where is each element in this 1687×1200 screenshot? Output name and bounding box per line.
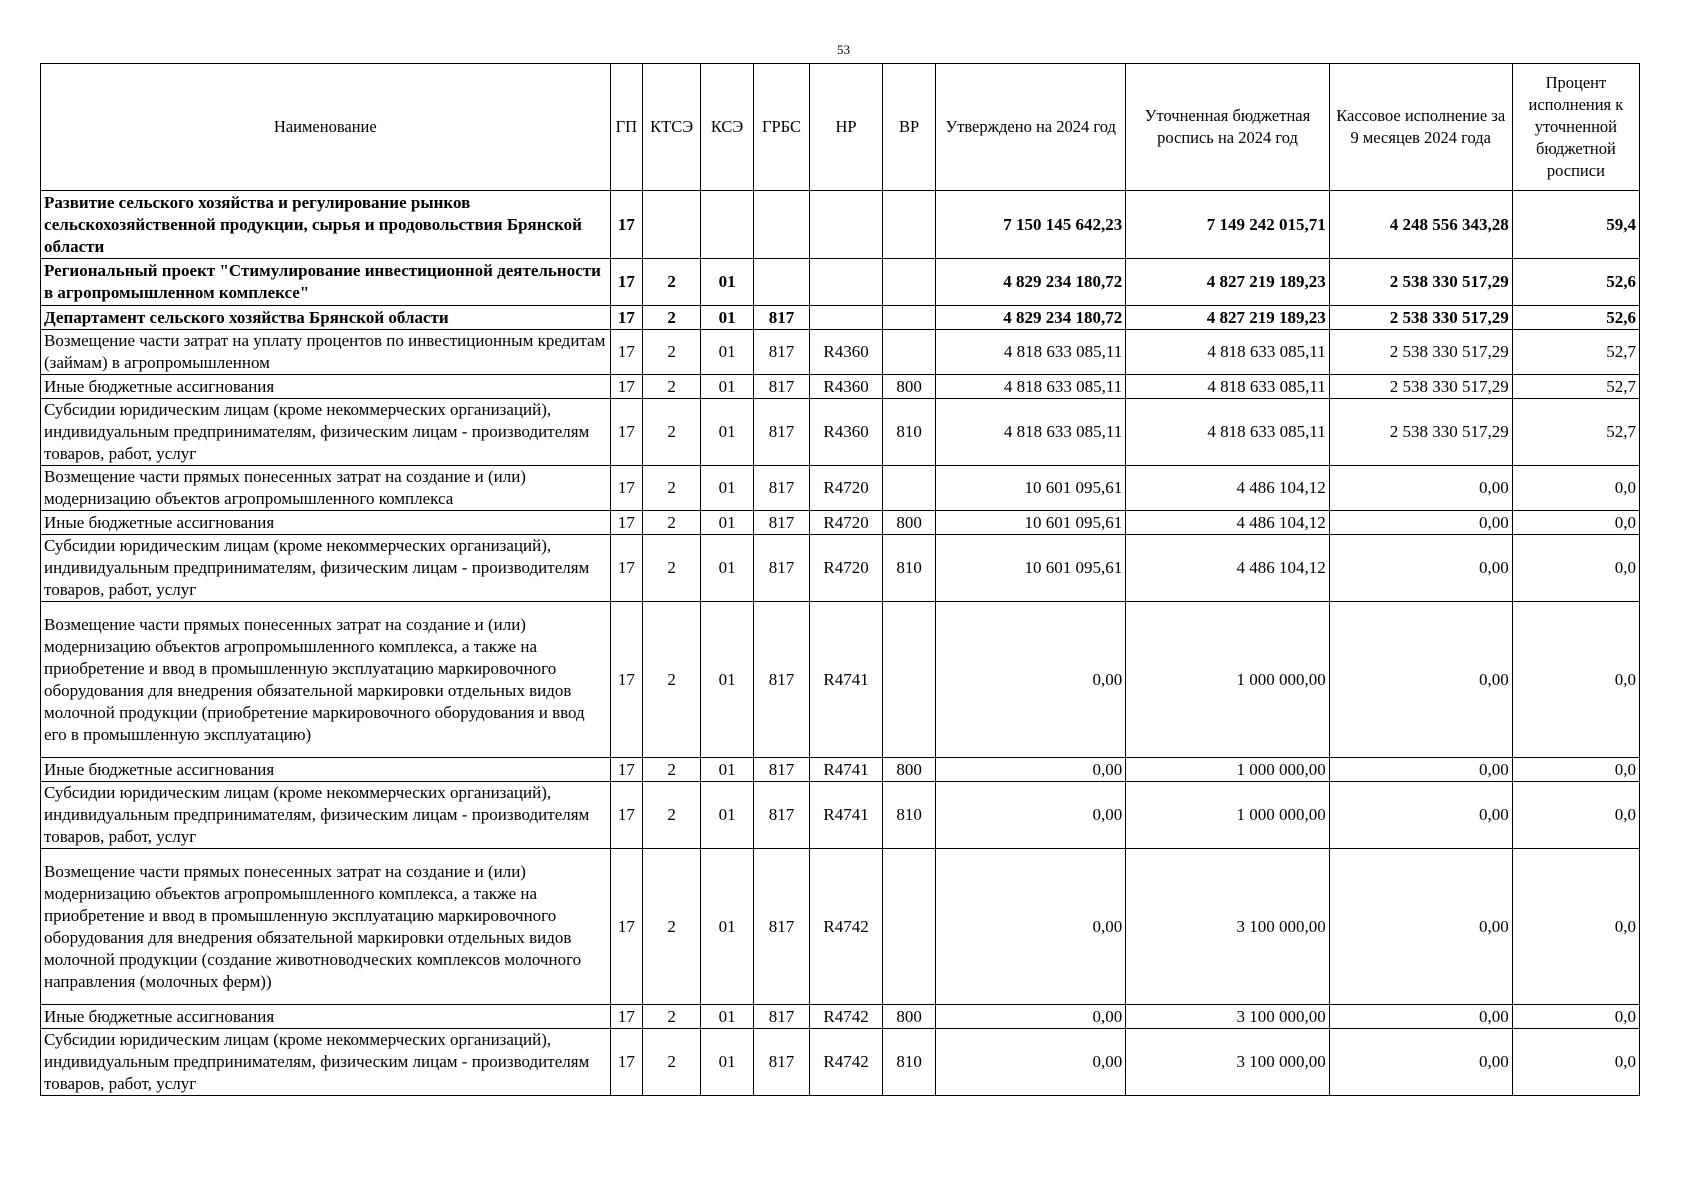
cell-cash: 0,00 [1329, 466, 1512, 511]
cell-vr [883, 466, 936, 511]
cell-cash: 0,00 [1329, 782, 1512, 849]
cell-ktse: 2 [643, 259, 701, 306]
cell-gp: 17 [610, 849, 643, 1005]
cell-grbs: 817 [754, 511, 810, 535]
cell-vr [883, 306, 936, 330]
cell-grbs: 817 [754, 1029, 810, 1096]
cell-ktse: 2 [643, 1029, 701, 1096]
cell-name: Региональный проект "Стимулирование инвестиционной деятельности в агропромышленном комплексе" [41, 259, 611, 306]
cell-vr [883, 330, 936, 375]
cell-percent: 52,7 [1512, 330, 1639, 375]
cell-approved: 0,00 [936, 602, 1126, 758]
cell-gp: 17 [610, 535, 643, 602]
cell-percent: 0,0 [1512, 535, 1639, 602]
cell-grbs: 817 [754, 466, 810, 511]
cell-grbs: 817 [754, 782, 810, 849]
table-row [41, 375, 1640, 399]
cell-vr: 810 [883, 535, 936, 602]
cell-gp: 17 [610, 191, 643, 259]
cell-percent: 0,0 [1512, 758, 1639, 782]
cell-ktse: 2 [643, 375, 701, 399]
table-row [41, 849, 1640, 1005]
cell-kse: 01 [701, 782, 754, 849]
cell-vr: 810 [883, 1029, 936, 1096]
cell-vr [883, 849, 936, 1005]
cell-percent: 0,0 [1512, 1005, 1639, 1029]
cell-approved: 0,00 [936, 782, 1126, 849]
cell-grbs: 817 [754, 758, 810, 782]
cell-approved: 0,00 [936, 1029, 1126, 1096]
header-refined: Уточненная бюджетная роспись на 2024 год [1126, 64, 1329, 191]
cell-kse: 01 [701, 535, 754, 602]
header-vr: ВР [883, 64, 936, 191]
cell-approved: 4 818 633 085,11 [936, 330, 1126, 375]
cell-nr: R4741 [809, 782, 882, 849]
cell-refined: 4 818 633 085,11 [1126, 375, 1329, 399]
cell-grbs: 817 [754, 399, 810, 466]
cell-kse: 01 [701, 1029, 754, 1096]
cell-approved: 4 818 633 085,11 [936, 375, 1126, 399]
cell-name: Возмещение части затрат на уплату процентов по инвестиционным кредитам (займам) в агропромышленном [41, 330, 611, 375]
table-row [41, 330, 1640, 375]
cell-kse: 01 [701, 511, 754, 535]
cell-nr [809, 259, 882, 306]
cell-ktse: 2 [643, 399, 701, 466]
cell-grbs: 817 [754, 375, 810, 399]
cell-vr: 800 [883, 758, 936, 782]
cell-kse: 01 [701, 375, 754, 399]
cell-nr: R4742 [809, 849, 882, 1005]
cell-nr [809, 191, 882, 259]
cell-percent: 0,0 [1512, 782, 1639, 849]
cell-cash: 0,00 [1329, 1005, 1512, 1029]
cell-refined: 4 818 633 085,11 [1126, 399, 1329, 466]
cell-refined: 1 000 000,00 [1126, 758, 1329, 782]
cell-refined: 3 100 000,00 [1126, 849, 1329, 1005]
cell-percent: 0,0 [1512, 466, 1639, 511]
cell-cash: 0,00 [1329, 1029, 1512, 1096]
cell-ktse: 2 [643, 306, 701, 330]
cell-vr: 800 [883, 511, 936, 535]
cell-approved: 10 601 095,61 [936, 511, 1126, 535]
cell-kse: 01 [701, 1005, 754, 1029]
cell-refined: 4 818 633 085,11 [1126, 330, 1329, 375]
cell-approved: 10 601 095,61 [936, 535, 1126, 602]
cell-vr: 810 [883, 782, 936, 849]
cell-percent: 52,6 [1512, 259, 1639, 306]
page-number: 53 [837, 42, 850, 57]
cell-ktse: 2 [643, 849, 701, 1005]
header-percent: Процент исполнения к уточненной бюджетной росписи [1512, 64, 1639, 191]
cell-gp: 17 [610, 259, 643, 306]
cell-refined: 4 486 104,12 [1126, 511, 1329, 535]
table-row [41, 259, 1640, 306]
cell-name: Иные бюджетные ассигнования [41, 1005, 611, 1029]
cell-name: Субсидии юридическим лицам (кроме некоммерческих организаций), индивидуальным предпринимателям, физическим лицам - производителям товаров, работ, услуг [41, 1029, 611, 1096]
header-approved: Утверждено на 2024 год [936, 64, 1126, 191]
cell-gp: 17 [610, 602, 643, 758]
cell-ktse: 2 [643, 782, 701, 849]
cell-cash: 2 538 330 517,29 [1329, 330, 1512, 375]
cell-ktse: 2 [643, 535, 701, 602]
cell-name: Субсидии юридическим лицам (кроме некоммерческих организаций), индивидуальным предпринимателям, физическим лицам - производителям товаров, работ, услуг [41, 399, 611, 466]
cell-refined: 4 486 104,12 [1126, 535, 1329, 602]
cell-percent: 52,6 [1512, 306, 1639, 330]
table-row [41, 191, 1640, 259]
table-row [41, 399, 1640, 466]
cell-grbs [754, 191, 810, 259]
cell-percent: 0,0 [1512, 602, 1639, 758]
cell-nr: R4742 [809, 1005, 882, 1029]
cell-kse: 01 [701, 466, 754, 511]
cell-name: Возмещение части прямых понесенных затрат на создание и (или) модернизацию объектов агропромышленного комплекса [41, 466, 611, 511]
cell-cash: 0,00 [1329, 511, 1512, 535]
cell-refined: 3 100 000,00 [1126, 1029, 1329, 1096]
cell-ktse: 2 [643, 1005, 701, 1029]
header-cash: Кассовое исполнение за 9 месяцев 2024 года [1329, 64, 1512, 191]
table-row [41, 602, 1640, 758]
cell-nr [809, 306, 882, 330]
cell-vr [883, 191, 936, 259]
cell-vr: 800 [883, 375, 936, 399]
cell-refined: 1 000 000,00 [1126, 602, 1329, 758]
cell-nr: R4360 [809, 375, 882, 399]
cell-kse [701, 191, 754, 259]
cell-vr [883, 602, 936, 758]
cell-cash: 2 538 330 517,29 [1329, 259, 1512, 306]
cell-cash: 2 538 330 517,29 [1329, 306, 1512, 330]
cell-nr: R4742 [809, 1029, 882, 1096]
cell-approved: 4 818 633 085,11 [936, 399, 1126, 466]
header-row [41, 64, 1640, 191]
cell-percent: 52,7 [1512, 375, 1639, 399]
cell-nr: R4720 [809, 535, 882, 602]
table-row [41, 1029, 1640, 1096]
cell-nr: R4720 [809, 511, 882, 535]
cell-nr: R4720 [809, 466, 882, 511]
table-row [41, 1005, 1640, 1029]
cell-nr: R4741 [809, 602, 882, 758]
cell-ktse [643, 191, 701, 259]
cell-gp: 17 [610, 1005, 643, 1029]
cell-kse: 01 [701, 602, 754, 758]
cell-ktse: 2 [643, 758, 701, 782]
cell-name: Департамент сельского хозяйства Брянской области [41, 306, 611, 330]
cell-kse: 01 [701, 306, 754, 330]
cell-vr: 810 [883, 399, 936, 466]
cell-approved: 10 601 095,61 [936, 466, 1126, 511]
cell-name: Субсидии юридическим лицам (кроме некоммерческих организаций), индивидуальным предпринимателям, физическим лицам - производителям товаров, работ, услуг [41, 535, 611, 602]
cell-refined: 4 827 219 189,23 [1126, 259, 1329, 306]
budget-table [40, 63, 1640, 1096]
cell-cash: 0,00 [1329, 535, 1512, 602]
cell-grbs: 817 [754, 535, 810, 602]
header-kse: КСЭ [701, 64, 754, 191]
cell-ktse: 2 [643, 602, 701, 758]
cell-cash: 2 538 330 517,29 [1329, 399, 1512, 466]
cell-name: Возмещение части прямых понесенных затрат на создание и (или) модернизацию объектов агропромышленного комплекса, а также на приобретение и ввод в промышленную эксплуатацию маркировочного оборудования для внедрения обязательной маркировки отдельных видов молочной продукции (приобретение маркировочного оборудования и ввод его в промышленную эксплуатацию) [41, 602, 611, 758]
table-row [41, 511, 1640, 535]
cell-nr: R4741 [809, 758, 882, 782]
cell-approved: 0,00 [936, 1005, 1126, 1029]
cell-refined: 3 100 000,00 [1126, 1005, 1329, 1029]
cell-refined: 4 827 219 189,23 [1126, 306, 1329, 330]
cell-percent: 0,0 [1512, 849, 1639, 1005]
cell-grbs [754, 259, 810, 306]
cell-name: Иные бюджетные ассигнования [41, 511, 611, 535]
cell-vr [883, 259, 936, 306]
header-name: Наименование [41, 64, 611, 191]
cell-cash: 0,00 [1329, 849, 1512, 1005]
header-nr: НР [809, 64, 882, 191]
cell-name: Субсидии юридическим лицам (кроме некоммерческих организаций), индивидуальным предпринимателям, физическим лицам - производителям товаров, работ, услуг [41, 782, 611, 849]
cell-percent: 0,0 [1512, 511, 1639, 535]
cell-nr: R4360 [809, 399, 882, 466]
table-row [41, 535, 1640, 602]
cell-approved: 0,00 [936, 849, 1126, 1005]
cell-kse: 01 [701, 758, 754, 782]
cell-gp: 17 [610, 330, 643, 375]
cell-gp: 17 [610, 466, 643, 511]
cell-kse: 01 [701, 330, 754, 375]
table-row [41, 758, 1640, 782]
cell-cash: 0,00 [1329, 602, 1512, 758]
cell-approved: 7 150 145 642,23 [936, 191, 1126, 259]
cell-grbs: 817 [754, 849, 810, 1005]
cell-refined: 1 000 000,00 [1126, 782, 1329, 849]
cell-gp: 17 [610, 399, 643, 466]
cell-approved: 4 829 234 180,72 [936, 306, 1126, 330]
header-ktse: КТСЭ [643, 64, 701, 191]
header-gp: ГП [610, 64, 643, 191]
table-row [41, 306, 1640, 330]
cell-gp: 17 [610, 306, 643, 330]
cell-gp: 17 [610, 1029, 643, 1096]
cell-kse: 01 [701, 399, 754, 466]
cell-percent: 52,7 [1512, 399, 1639, 466]
cell-gp: 17 [610, 511, 643, 535]
cell-gp: 17 [610, 375, 643, 399]
cell-ktse: 2 [643, 330, 701, 375]
cell-approved: 4 829 234 180,72 [936, 259, 1126, 306]
cell-approved: 0,00 [936, 758, 1126, 782]
cell-name: Развитие сельского хозяйства и регулирование рынков сельскохозяйственной продукции, сырья и продовольствия Брянской области [41, 191, 611, 259]
cell-grbs: 817 [754, 330, 810, 375]
cell-ktse: 2 [643, 466, 701, 511]
cell-kse: 01 [701, 259, 754, 306]
cell-gp: 17 [610, 782, 643, 849]
cell-cash: 0,00 [1329, 758, 1512, 782]
cell-percent: 59,4 [1512, 191, 1639, 259]
table-row [41, 782, 1640, 849]
cell-percent: 0,0 [1512, 1029, 1639, 1096]
cell-grbs: 817 [754, 306, 810, 330]
cell-refined: 4 486 104,12 [1126, 466, 1329, 511]
cell-grbs: 817 [754, 1005, 810, 1029]
cell-nr: R4360 [809, 330, 882, 375]
cell-ktse: 2 [643, 511, 701, 535]
table-body [41, 191, 1640, 1096]
cell-vr: 800 [883, 1005, 936, 1029]
cell-kse: 01 [701, 849, 754, 1005]
header-grbs: ГРБС [754, 64, 810, 191]
cell-name: Иные бюджетные ассигнования [41, 375, 611, 399]
cell-gp: 17 [610, 758, 643, 782]
cell-refined: 7 149 242 015,71 [1126, 191, 1329, 259]
cell-cash: 4 248 556 343,28 [1329, 191, 1512, 259]
cell-cash: 2 538 330 517,29 [1329, 375, 1512, 399]
table-row [41, 466, 1640, 511]
cell-grbs: 817 [754, 602, 810, 758]
cell-name: Возмещение части прямых понесенных затрат на создание и (или) модернизацию объектов агропромышленного комплекса, а также на приобретение и ввод в промышленную эксплуатацию маркировочного оборудования для внедрения обязательной маркировки отдельных видов молочной продукции (создание животноводческих комплексов молочного направления (молочных ферм)) [41, 849, 611, 1005]
cell-name: Иные бюджетные ассигнования [41, 758, 611, 782]
